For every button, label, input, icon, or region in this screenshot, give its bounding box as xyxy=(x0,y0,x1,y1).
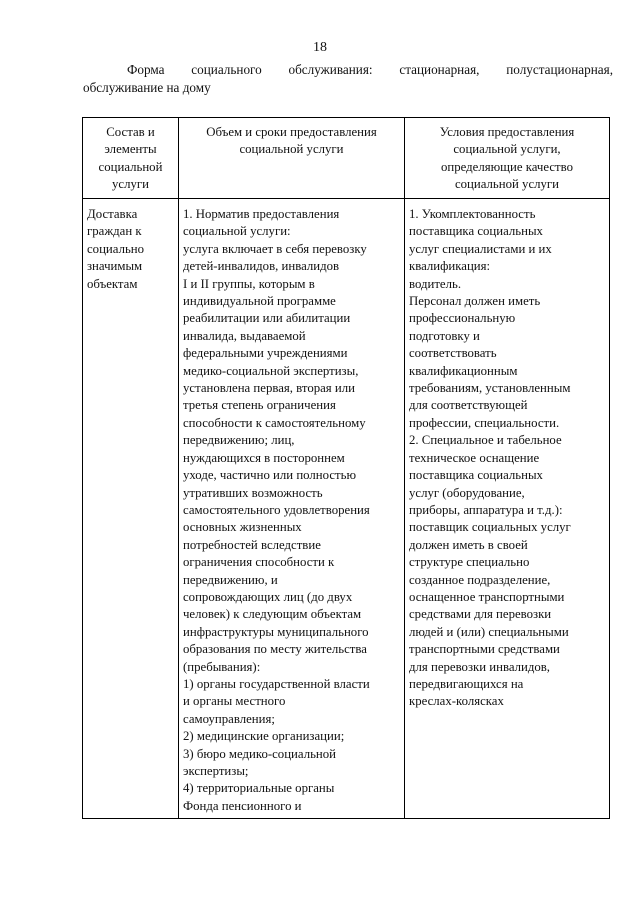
cell-text-line: поставщика социальных xyxy=(409,224,543,239)
cell-text-line: водитель. xyxy=(409,276,462,291)
cell-text-line: 3) бюро медико-социальной xyxy=(183,746,337,761)
cell-text-line: должен иметь в своей xyxy=(409,537,528,552)
header-line: социальной услуги xyxy=(239,142,344,157)
cell-text-line: поставщик социальных услуг xyxy=(409,520,571,535)
cell-text-line: 2) медицинские организации; xyxy=(183,729,345,744)
cell-text-line: креслах-колясках xyxy=(409,694,504,709)
header-line: Объем и сроки предоставления xyxy=(206,125,377,139)
header-line: Условия предоставления xyxy=(439,125,575,139)
cell-text-line: профессиональную xyxy=(409,311,516,326)
quality-conditions-cell xyxy=(405,199,610,819)
cell-text-line: самоуправления; xyxy=(183,711,275,726)
cell-text-line: образования по месту жительства xyxy=(183,642,367,657)
cell-text-line: граждан к xyxy=(87,224,142,239)
table-header-row xyxy=(83,118,610,199)
cell-text-line: социально xyxy=(87,241,145,256)
cell-text-line: для перевозки инвалидов, xyxy=(409,659,551,674)
header-line: Состав и xyxy=(106,125,155,139)
cell-text-line: 1. Укомплектованность xyxy=(409,207,536,221)
header-volume-terms xyxy=(179,118,405,199)
cell-text-line: 4) территориальные органы xyxy=(183,781,335,796)
cell-text-line: услуг (оборудование, xyxy=(409,485,525,500)
header-line: элементы xyxy=(104,142,157,157)
cell-text-line: реабилитации или абилитации xyxy=(183,311,351,326)
cell-text-line: инфраструктуры муниципального xyxy=(183,624,369,639)
cell-text-line: структуре специально xyxy=(409,555,530,570)
cell-text-line: услуга включает в себя перевозку xyxy=(183,241,367,256)
cell-text-line: (пребывания): xyxy=(183,659,261,674)
cell-text-line: созданное подразделение, xyxy=(409,572,551,587)
header-line: определяющие качество xyxy=(440,159,573,174)
header-line: социальной xyxy=(98,159,163,174)
cell-text-line: средствами для перевозки xyxy=(409,607,552,622)
header-line: социальной услуги xyxy=(454,177,560,192)
service-name-cell xyxy=(83,199,179,819)
cell-text-line: индивидуальной программе xyxy=(183,294,336,309)
cell-text-line: экспертизы; xyxy=(183,764,249,778)
cell-text-line: нуждающихся в постороннем xyxy=(183,450,345,465)
cell-text-line: потребностей вследствие xyxy=(183,537,321,552)
service-form-paragraph xyxy=(83,61,613,97)
cell-text-line: I и II группы, которым в xyxy=(183,276,315,291)
cell-text-line: передвижению, и xyxy=(183,572,278,587)
cell-text-line: людей и (или) специальными xyxy=(409,624,569,639)
cell-text-line: услуг специалистами и их xyxy=(409,241,552,256)
cell-text-line: объектам xyxy=(87,276,138,291)
cell-text-line: техническое оснащение xyxy=(409,450,540,465)
cell-text-line: инвалида, выдаваемой xyxy=(183,328,306,343)
cell-text-line: и органы местного xyxy=(183,694,286,709)
cell-text-line: установлена первая, вторая или xyxy=(183,381,355,396)
cell-text-line: оснащенное транспортными xyxy=(409,589,565,604)
cell-text-line: способности к самостоятельному xyxy=(183,415,366,430)
cell-text-line: требованиям, установленным xyxy=(409,381,571,396)
cell-text-line: подготовку и xyxy=(409,328,480,343)
intro-line-1: Форма социального обслуживания: стационарная, полустационарная, xyxy=(127,62,613,77)
cell-text-line: уходе, частично или полностью xyxy=(183,468,357,483)
cell-text-line: квалификация: xyxy=(409,259,491,274)
cell-text-line: значимым xyxy=(87,259,143,274)
cell-text-line: ограничения способности к xyxy=(183,555,335,570)
cell-text-line: Фонда пенсионного и xyxy=(183,798,302,813)
intro-line-2: обслуживание на дому xyxy=(83,80,211,95)
cell-text-line: основных жизненных xyxy=(183,520,302,535)
cell-text-line: квалификационным xyxy=(409,363,518,378)
cell-text-line: приборы, аппаратура и т.д.): xyxy=(409,502,563,517)
service-table xyxy=(82,117,610,819)
cell-text-line: третья степень ограничения xyxy=(183,398,336,413)
cell-text-line: утративших возможность xyxy=(183,485,323,500)
cell-text-line: Персонал должен иметь xyxy=(409,294,541,309)
volume-terms-cell xyxy=(179,199,405,819)
header-composition xyxy=(83,118,179,199)
cell-text-line: Доставка xyxy=(87,207,138,221)
page-number: 18 xyxy=(313,40,327,55)
cell-text-line: поставщика социальных xyxy=(409,468,543,483)
cell-text-line: передвигающихся на xyxy=(409,676,524,691)
header-line: услуги xyxy=(112,177,149,192)
cell-text-line: 1) органы государственной власти xyxy=(183,676,370,691)
cell-text-line: человек) к следующим объектам xyxy=(183,607,362,622)
cell-text-line: соответствовать xyxy=(409,346,497,361)
cell-text-line: передвижению; лиц, xyxy=(183,433,295,448)
cell-text-line: самостоятельного удовлетворения xyxy=(183,502,370,517)
header-line: социальной услуги, xyxy=(453,142,561,157)
header-quality-conditions xyxy=(405,118,610,199)
cell-text-line: сопровождающих лиц (до двух xyxy=(183,589,353,604)
table-row xyxy=(83,199,610,819)
cell-text-line: для соответствующей xyxy=(409,398,528,413)
cell-text-line: транспортными средствами xyxy=(409,642,560,657)
cell-text-line: медико-социальной экспертизы, xyxy=(183,363,359,378)
cell-text-line: 1. Норматив предоставления xyxy=(183,207,340,221)
cell-text-line: профессии, специальности. xyxy=(409,415,560,430)
cell-text-line: социальной услуги: xyxy=(183,224,291,239)
cell-text-line: 2. Специальное и табельное xyxy=(409,433,562,448)
cell-text-line: детей-инвалидов, инвалидов xyxy=(183,259,340,274)
cell-text-line: федеральными учреждениями xyxy=(183,346,348,361)
